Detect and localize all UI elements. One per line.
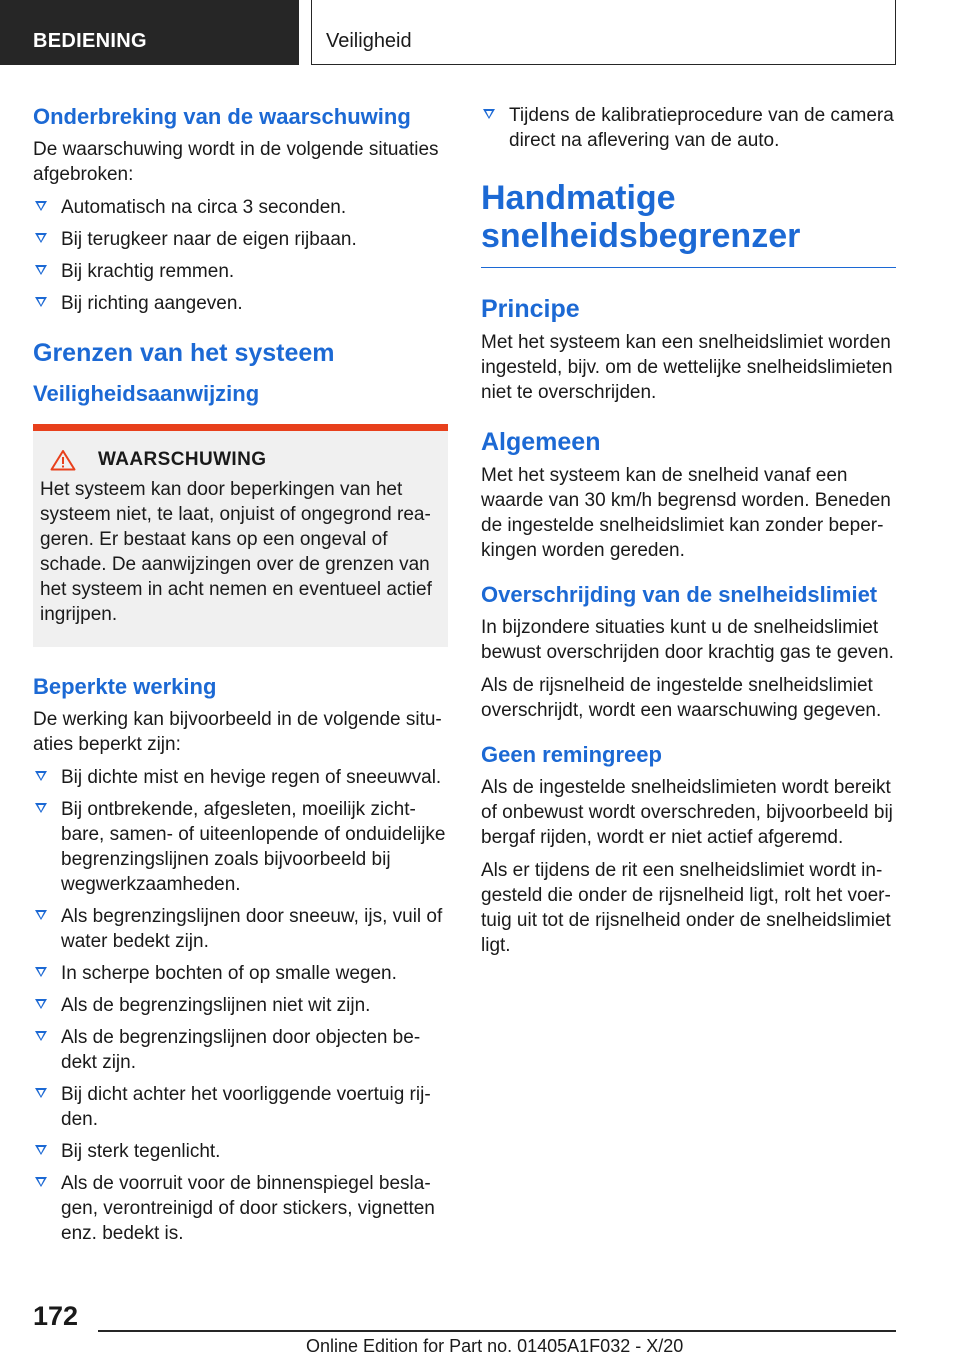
interruption-heading: Onderbreking van de waarschuwing bbox=[33, 104, 411, 129]
list-item: Als de begrenzingslijnen door objecten bedekt zijn. bbox=[33, 1025, 448, 1075]
list-item: Als begrenzingslijnen door sneeuw, ijs, vuil of water bedekt zijn. bbox=[33, 904, 448, 954]
triangle-bullet-icon bbox=[35, 297, 47, 307]
triangle-bullet-icon bbox=[35, 771, 47, 781]
header-section-label: BEDIENING bbox=[33, 30, 147, 52]
list-item: Bij richting aangeven. bbox=[33, 291, 448, 316]
page-number: 172 bbox=[33, 1301, 79, 1331]
triangle-bullet-icon bbox=[35, 999, 47, 1009]
interruption-intro: De waarschuwing wordt in de volgende situaties afgebroken: bbox=[33, 139, 439, 185]
exceed-text-2: Als de rijsnelheid de ingestelde snelheidslimiet overschrijdt, wordt een waarschuwing gegeven. bbox=[481, 675, 882, 721]
no-intervention-text-1: Als de ingestelde snelheidslimieten wordt bereikt of onbewust wordt overschreden, bijvoorbeeld bij bergaf rijden, wordt er niet actief afgeremd. bbox=[481, 777, 893, 848]
principle-text: Met het systeem kan een snelheidslimiet worden ingesteld, bijv. om de wettelijke snelheidslimieten niet te overschrijden. bbox=[481, 332, 893, 403]
warning-triangle-icon bbox=[50, 449, 76, 471]
list-item: Bij ontbrekende, afgesleten, moeilijk zichtbare, samen- of uiteenlopende of onduidelijke begrenzingslijnen zoals bijvoorbeeld bij wegwerkzaamheden. bbox=[33, 797, 448, 897]
triangle-bullet-icon bbox=[35, 803, 47, 813]
triangle-bullet-icon bbox=[35, 910, 47, 920]
list-item: Bij dicht achter het voorliggende voertuig rijden. bbox=[33, 1082, 448, 1132]
restricted-list bbox=[33, 765, 448, 1246]
continued-list bbox=[481, 103, 896, 153]
list-item: Bij terugkeer naar de eigen rijbaan. bbox=[33, 227, 448, 252]
limits-heading: Grenzen van het systeem bbox=[33, 339, 335, 367]
left-column bbox=[33, 103, 448, 1253]
list-item: Als de begrenzingslijnen niet wit zijn. bbox=[33, 993, 448, 1018]
footer-edition: Online Edition for Part no. 01405A1F032 - X/20 bbox=[306, 1336, 684, 1356]
triangle-bullet-icon bbox=[483, 109, 495, 119]
list-item: Bij krachtig remmen. bbox=[33, 259, 448, 284]
exceed-heading: Overschrijding van de snelheidslimiet bbox=[481, 582, 878, 607]
interruption-list bbox=[33, 195, 448, 316]
restricted-heading: Beperkte werking bbox=[33, 674, 217, 699]
header-section-tab bbox=[0, 0, 299, 65]
triangle-bullet-icon bbox=[35, 1177, 47, 1187]
triangle-bullet-icon bbox=[35, 265, 47, 275]
list-item: Automatisch na circa 3 seconden. bbox=[33, 195, 448, 220]
warning-box bbox=[33, 424, 448, 647]
warning-header bbox=[40, 449, 440, 471]
triangle-bullet-icon bbox=[35, 1145, 47, 1155]
header-title: Veiligheid bbox=[326, 30, 412, 52]
list-item: Als de voorruit voor de binnenspiegel beslagen, verontreinigd of door stickers, vignetten enz. bedekt is. bbox=[33, 1171, 448, 1246]
restricted-intro: De werking kan bijvoorbeeld in de volgende situaties beperkt zijn: bbox=[33, 709, 442, 755]
main-heading: Handmatige snelheidsbegrenzer bbox=[481, 179, 896, 268]
no-intervention-heading: Geen remingreep bbox=[481, 742, 662, 767]
triangle-bullet-icon bbox=[35, 1088, 47, 1098]
list-item: Tijdens de kalibratieprocedure van de camera direct na aflevering van de auto. bbox=[481, 103, 896, 153]
exceed-text-1: In bijzondere situaties kunt u de snelheidslimiet bewust overschrijden door krachtig gas te geven. bbox=[481, 617, 894, 663]
warning-text: Het systeem kan door beperkingen van het systeem niet, te laat, onjuist of ongegrond reageren. Er bestaat kans op een ongeval of schade. De aanwijzingen over de grenzen van het systeem in acht nemen en eventueel actief ingrijpen. bbox=[40, 479, 432, 625]
safety-heading: Veiligheidsaanwijzing bbox=[33, 381, 260, 406]
principle-heading: Principe bbox=[481, 295, 580, 323]
general-heading: Algemeen bbox=[481, 428, 601, 456]
triangle-bullet-icon bbox=[35, 1031, 47, 1041]
triangle-bullet-icon bbox=[35, 967, 47, 977]
triangle-bullet-icon bbox=[35, 233, 47, 243]
no-intervention-text-2: Als er tijdens de rit een snelheidslimiet wordt ingesteld die onder de rijsnelheid ligt, rolt het voertuig uit tot de rijsnelheid onder de snelheidslimiet ligt. bbox=[481, 860, 891, 956]
right-column bbox=[481, 103, 896, 966]
list-item: Bij sterk tegenlicht. bbox=[33, 1139, 448, 1164]
list-item: In scherpe bochten of op smalle wegen. bbox=[33, 961, 448, 986]
header-title-box bbox=[311, 0, 896, 65]
list-item: Bij dichte mist en hevige regen of sneeuwval. bbox=[33, 765, 448, 790]
general-text: Met het systeem kan de snelheid vanaf een waarde van 30 km/h begrensd worden. Beneden de ingestelde snelheidslimiet kan zonder beperkingen worden gereden. bbox=[481, 465, 891, 561]
triangle-bullet-icon bbox=[35, 201, 47, 211]
warning-title: WAARSCHUWING bbox=[98, 449, 267, 470]
footer-divider bbox=[98, 1330, 896, 1332]
